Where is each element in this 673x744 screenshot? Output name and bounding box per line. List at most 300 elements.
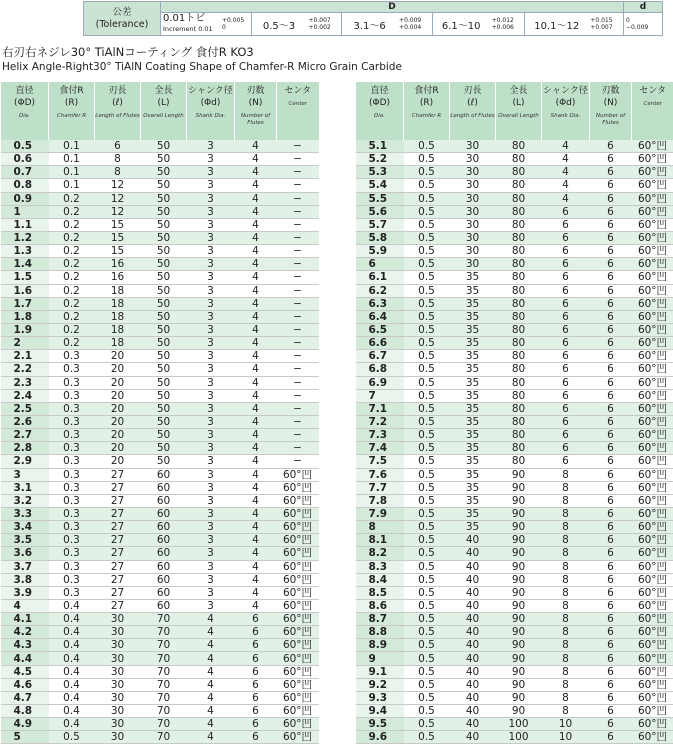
table-row xyxy=(356,337,673,350)
table-cell: 4 xyxy=(235,429,277,442)
table-cell: 8 xyxy=(542,481,590,494)
table-cell: 80 xyxy=(496,271,542,284)
table-cell: 0.3 xyxy=(49,560,95,573)
tolerance-increment-en: Increment 0.01 xyxy=(163,25,213,33)
column-header-en: Number of Flutes xyxy=(235,109,276,127)
table-cell: 6 xyxy=(542,323,590,336)
table-cell: 3.7 xyxy=(1,560,49,573)
column-header-jp-symbol: (R) xyxy=(420,98,433,108)
table-row xyxy=(1,284,319,297)
column-header-jp-label: 直径 xyxy=(15,86,33,96)
column-header xyxy=(95,82,141,140)
table-cell: 60 xyxy=(141,586,187,599)
column-header-jp xyxy=(404,82,449,109)
table-cell: 70 xyxy=(141,718,187,731)
table-cell: 50 xyxy=(141,153,187,166)
table-cell: 0.2 xyxy=(49,218,95,231)
table-cell: 4.9 xyxy=(1,718,49,731)
table-cell: 10 xyxy=(542,718,590,731)
table-cell: 8 xyxy=(542,705,590,718)
table-cell: 60°凹 xyxy=(632,350,673,363)
table-cell: 60°凹 xyxy=(632,323,673,336)
table-row xyxy=(356,481,673,494)
table-cell: 70 xyxy=(141,626,187,639)
table-row xyxy=(1,521,319,534)
table-row xyxy=(1,323,319,336)
table-cell: 3.4 xyxy=(1,521,49,534)
table-cell: 0.2 xyxy=(49,192,95,205)
table-cell: 40 xyxy=(450,718,496,731)
table-cell: 7.2 xyxy=(356,415,404,428)
table-row xyxy=(356,652,673,665)
table-cell: 20 xyxy=(95,350,141,363)
table-cell: 60 xyxy=(141,521,187,534)
table-cell: 18 xyxy=(95,337,141,350)
table-cell: 80 xyxy=(496,297,542,310)
table-cell: − xyxy=(277,258,319,271)
table-row xyxy=(356,153,673,166)
table-cell: 0.5 xyxy=(404,284,450,297)
table-cell: 0.3 xyxy=(49,442,95,455)
table-cell: 80 xyxy=(496,323,542,336)
table-cell: 6 xyxy=(542,455,590,468)
table-cell: 6 xyxy=(590,521,632,534)
table-cell: 6 xyxy=(542,258,590,271)
table-cell: 8 xyxy=(542,652,590,665)
table-cell: 60°凹 xyxy=(277,665,319,678)
table-row xyxy=(1,245,319,258)
table-cell: 4 xyxy=(235,258,277,271)
table-row xyxy=(356,140,673,153)
table-cell: 0.2 xyxy=(49,297,95,310)
column-header-jp-label: 全長 xyxy=(154,86,172,96)
tol-inc-lower: 0 xyxy=(222,24,226,31)
table-row xyxy=(1,297,319,310)
table-cell: 27 xyxy=(95,534,141,547)
table-cell: 35 xyxy=(450,297,496,310)
table-cell: 60°凹 xyxy=(277,731,319,744)
spec-table-right xyxy=(355,82,673,744)
table-row xyxy=(356,415,673,428)
table-cell: 70 xyxy=(141,613,187,626)
table-cell: 4 xyxy=(235,494,277,507)
table-cell: 4 xyxy=(235,245,277,258)
table-row xyxy=(356,507,673,520)
tolerance-d-header: d xyxy=(624,2,663,13)
table-cell: 80 xyxy=(496,363,542,376)
table-cell: 6 xyxy=(542,402,590,415)
table-cell: 60°凹 xyxy=(632,258,673,271)
table-cell: 90 xyxy=(496,626,542,639)
table-row xyxy=(356,363,673,376)
table-cell: 60°凹 xyxy=(277,521,319,534)
table-row xyxy=(1,258,319,271)
table-row xyxy=(1,586,319,599)
table-row xyxy=(1,166,319,179)
table-cell: 0.4 xyxy=(49,705,95,718)
table-cell: 40 xyxy=(450,599,496,612)
table-cell: 6 xyxy=(590,258,632,271)
table-cell: 35 xyxy=(450,415,496,428)
table-cell: 90 xyxy=(496,573,542,586)
table-cell: 0.1 xyxy=(49,140,95,153)
column-header-jp-label: シャンク径 xyxy=(188,86,233,96)
column-header xyxy=(1,82,49,140)
table-row xyxy=(356,442,673,455)
table-cell: 8 xyxy=(542,599,590,612)
range-0-tol xyxy=(307,13,342,36)
table-cell: 90 xyxy=(496,705,542,718)
table-cell: 0.3 xyxy=(49,586,95,599)
table-row xyxy=(1,731,319,744)
table-cell: 6 xyxy=(590,350,632,363)
table-cell: 60°凹 xyxy=(632,415,673,428)
table-cell: 80 xyxy=(496,389,542,402)
table-cell: 60 xyxy=(141,560,187,573)
table-cell: 60°凹 xyxy=(277,599,319,612)
table-cell: − xyxy=(277,179,319,192)
table-cell: 0.5 xyxy=(404,402,450,415)
table-row xyxy=(1,350,319,363)
table-cell: 4 xyxy=(235,297,277,310)
table-cell: 0.5 xyxy=(404,153,450,166)
table-cell: 8 xyxy=(356,521,404,534)
table-cell: 0.3 xyxy=(49,402,95,415)
table-row xyxy=(356,455,673,468)
table-cell: 80 xyxy=(496,205,542,218)
table-cell: 0.2 xyxy=(49,323,95,336)
column-header xyxy=(356,82,404,140)
table-cell: 70 xyxy=(141,678,187,691)
table-cell: 80 xyxy=(496,192,542,205)
table-cell: − xyxy=(277,442,319,455)
table-cell: 0.2 xyxy=(49,231,95,244)
table-cell: 6 xyxy=(590,415,632,428)
table-cell: 60°凹 xyxy=(632,310,673,323)
table-cell: 0.4 xyxy=(49,665,95,678)
table-cell: − xyxy=(277,231,319,244)
table-cell: 90 xyxy=(496,586,542,599)
table-cell: 90 xyxy=(496,468,542,481)
table-cell: 3.6 xyxy=(1,547,49,560)
table-cell: 60°凹 xyxy=(632,337,673,350)
table-row xyxy=(356,284,673,297)
table-cell: 4 xyxy=(187,691,235,704)
product-title: 右刃右ネジレ30° TiAlNコーティング 食付R KO3 xyxy=(2,44,254,60)
table-cell: 35 xyxy=(450,363,496,376)
table-cell: 7 xyxy=(356,389,404,402)
table-cell: 4 xyxy=(235,415,277,428)
table-cell: 6.8 xyxy=(356,363,404,376)
table-cell: 50 xyxy=(141,284,187,297)
table-cell: 15 xyxy=(95,218,141,231)
table-cell: 60°凹 xyxy=(277,534,319,547)
table-cell: 5.9 xyxy=(356,245,404,258)
table-cell: 7.6 xyxy=(356,468,404,481)
column-header-en: Chamfer R xyxy=(49,109,94,120)
table-cell: 8 xyxy=(542,678,590,691)
table-row xyxy=(356,376,673,389)
tolerance-increment xyxy=(161,13,221,36)
table-row xyxy=(1,218,319,231)
table-row xyxy=(356,639,673,652)
table-cell: 60 xyxy=(141,534,187,547)
table-cell: 6 xyxy=(542,350,590,363)
table-cell: 9 xyxy=(356,652,404,665)
table-cell: 6.7 xyxy=(356,350,404,363)
table-row xyxy=(1,179,319,192)
column-header-jp xyxy=(95,82,140,109)
table-cell: 0.5 xyxy=(404,337,450,350)
table-cell: 6 xyxy=(542,429,590,442)
range-1-tol xyxy=(397,13,432,36)
table-cell: 35 xyxy=(450,337,496,350)
table-cell: 4.1 xyxy=(1,613,49,626)
column-header-jp-symbol: (R) xyxy=(65,98,78,108)
table-cell: 6 xyxy=(590,626,632,639)
table-cell: 30 xyxy=(450,258,496,271)
table-cell: 0.5 xyxy=(404,547,450,560)
table-cell: 6 xyxy=(542,337,590,350)
table-cell: 6 xyxy=(590,534,632,547)
table-cell: 4.7 xyxy=(1,691,49,704)
table-cell: 27 xyxy=(95,468,141,481)
table-cell: 0.2 xyxy=(49,205,95,218)
column-header xyxy=(235,82,277,140)
table-cell: 15 xyxy=(95,245,141,258)
table-cell: 6 xyxy=(590,494,632,507)
table-cell: 8 xyxy=(542,613,590,626)
column-header-en: Length of Flutes xyxy=(450,109,495,120)
table-cell: 60°凹 xyxy=(632,376,673,389)
column-header-jp-label: 刃数 xyxy=(246,86,264,96)
table-row xyxy=(356,547,673,560)
table-cell: 60°凹 xyxy=(277,507,319,520)
table-cell: 60°凹 xyxy=(632,179,673,192)
table-cell: 2.3 xyxy=(1,376,49,389)
column-header xyxy=(141,82,187,140)
table-cell: 8 xyxy=(542,507,590,520)
table-cell: − xyxy=(277,218,319,231)
table-cell: 0.3 xyxy=(49,547,95,560)
table-cell: 3 xyxy=(187,521,235,534)
table-cell: 3 xyxy=(187,297,235,310)
table-cell: 60°凹 xyxy=(632,599,673,612)
table-cell: 80 xyxy=(496,376,542,389)
table-cell: 3 xyxy=(187,507,235,520)
table-cell: 70 xyxy=(141,652,187,665)
table-cell: 6 xyxy=(590,166,632,179)
table-cell: 35 xyxy=(450,323,496,336)
table-cell: 8.2 xyxy=(356,547,404,560)
table-cell: 35 xyxy=(450,507,496,520)
table-cell: − xyxy=(277,140,319,153)
table-row xyxy=(356,586,673,599)
table-cell: 1.3 xyxy=(1,245,49,258)
table-cell: 3.3 xyxy=(1,507,49,520)
column-header-jp-symbol: (Φd) xyxy=(556,98,576,108)
table-cell: 4 xyxy=(235,560,277,573)
column-header-jp-label: 全長 xyxy=(509,86,527,96)
table-cell: 4.4 xyxy=(1,652,49,665)
table-row xyxy=(1,429,319,442)
table-cell: 50 xyxy=(141,271,187,284)
table-cell: 6 xyxy=(590,245,632,258)
table-cell: 3 xyxy=(187,573,235,586)
table-cell: 6.9 xyxy=(356,376,404,389)
table-cell: 50 xyxy=(141,192,187,205)
table-cell: 8 xyxy=(542,665,590,678)
table-cell: 20 xyxy=(95,429,141,442)
range-3-tol-lower: +0.007 xyxy=(590,24,612,31)
column-header xyxy=(450,82,496,140)
table-cell: 80 xyxy=(496,402,542,415)
table-cell: 35 xyxy=(450,468,496,481)
table-cell: 6 xyxy=(590,140,632,153)
table-cell: 0.1 xyxy=(49,153,95,166)
table-cell: 3.9 xyxy=(1,586,49,599)
table-cell: 4 xyxy=(187,626,235,639)
table-cell: 80 xyxy=(496,140,542,153)
table-row xyxy=(1,652,319,665)
tolerance-label xyxy=(84,2,161,36)
table-cell: 3 xyxy=(187,218,235,231)
table-cell: 90 xyxy=(496,665,542,678)
table-cell: 80 xyxy=(496,231,542,244)
table-cell: 27 xyxy=(95,494,141,507)
table-row xyxy=(1,678,319,691)
table-cell: 50 xyxy=(141,310,187,323)
table-cell: 3 xyxy=(187,402,235,415)
table-cell: 9.6 xyxy=(356,731,404,744)
tolerance-label-en: (Tolerance) xyxy=(96,19,149,30)
table-cell: 6 xyxy=(590,573,632,586)
table-cell: 3.2 xyxy=(1,494,49,507)
table-cell: 2.8 xyxy=(1,442,49,455)
table-row xyxy=(356,521,673,534)
table-cell: 8.3 xyxy=(356,560,404,573)
table-cell: 5.5 xyxy=(356,192,404,205)
table-cell: 60°凹 xyxy=(632,140,673,153)
column-header-en: Center xyxy=(632,97,673,108)
table-cell: 80 xyxy=(496,337,542,350)
column-header-jp xyxy=(235,82,276,109)
column-header-jp-label: 刃長 xyxy=(108,86,126,96)
table-row xyxy=(1,705,319,718)
column-header xyxy=(590,82,632,140)
table-cell: 0.5 xyxy=(404,613,450,626)
table-cell: 4 xyxy=(542,166,590,179)
table-cell: 60°凹 xyxy=(632,192,673,205)
table-cell: 8 xyxy=(95,166,141,179)
table-cell: 6 xyxy=(590,586,632,599)
table-cell: 60°凹 xyxy=(632,626,673,639)
table-cell: 0.5 xyxy=(404,718,450,731)
table-cell: 90 xyxy=(496,652,542,665)
table-cell: 3.1 xyxy=(1,481,49,494)
table-cell: 6 xyxy=(590,153,632,166)
table-cell: 15 xyxy=(95,231,141,244)
table-cell: 8.5 xyxy=(356,586,404,599)
range-0: 0.5～3 xyxy=(251,13,306,36)
table-row xyxy=(1,665,319,678)
table-cell: 8.6 xyxy=(356,599,404,612)
tol-inc-upper: +0.005 xyxy=(222,17,244,24)
table-cell: 27 xyxy=(95,573,141,586)
table-cell: 8.7 xyxy=(356,613,404,626)
table-row xyxy=(1,442,319,455)
table-cell: 7.5 xyxy=(356,455,404,468)
table-cell: 40 xyxy=(450,678,496,691)
table-cell: 6 xyxy=(590,402,632,415)
table-cell: 1 xyxy=(1,205,49,218)
table-cell: 50 xyxy=(141,140,187,153)
table-cell: 20 xyxy=(95,455,141,468)
table-row xyxy=(1,376,319,389)
column-header-en: Center xyxy=(277,97,319,108)
table-cell: 30 xyxy=(450,192,496,205)
table-cell: 9.5 xyxy=(356,718,404,731)
table-cell: 6 xyxy=(542,297,590,310)
table-cell: 8 xyxy=(542,468,590,481)
table-row xyxy=(356,705,673,718)
table-cell: 6 xyxy=(542,376,590,389)
column-header-jp-label: 食付R xyxy=(414,86,438,96)
table-cell: 0.5 xyxy=(49,731,95,744)
table-cell: 3 xyxy=(187,153,235,166)
table-cell: 12 xyxy=(95,192,141,205)
table-cell: 18 xyxy=(95,323,141,336)
table-cell: 40 xyxy=(450,652,496,665)
table-row xyxy=(1,192,319,205)
table-cell: 4 xyxy=(235,337,277,350)
table-cell: 0.3 xyxy=(49,507,95,520)
table-cell: 0.2 xyxy=(49,258,95,271)
table-row xyxy=(1,389,319,402)
table-cell: 35 xyxy=(450,455,496,468)
table-cell: 0.4 xyxy=(49,599,95,612)
table-cell: 70 xyxy=(141,665,187,678)
table-cell: 4 xyxy=(235,363,277,376)
table-cell: 60°凹 xyxy=(632,442,673,455)
table-cell: − xyxy=(277,415,319,428)
table-cell: 5.2 xyxy=(356,153,404,166)
table-cell: 4 xyxy=(187,639,235,652)
column-header-en: Overall Length xyxy=(141,109,186,120)
table-cell: 6 xyxy=(590,376,632,389)
table-cell: 3 xyxy=(187,179,235,192)
table-cell: 0.9 xyxy=(1,192,49,205)
table-cell: 6 xyxy=(590,323,632,336)
table-cell: 20 xyxy=(95,415,141,428)
table-cell: 60°凹 xyxy=(277,626,319,639)
table-cell: 60°凹 xyxy=(277,468,319,481)
table-cell: 0.4 xyxy=(49,639,95,652)
table-cell: 60°凹 xyxy=(277,705,319,718)
table-cell: 4 xyxy=(235,402,277,415)
table-cell: 0.3 xyxy=(49,534,95,547)
table-cell: 4 xyxy=(235,284,277,297)
table-cell: 27 xyxy=(95,560,141,573)
d-tol xyxy=(624,13,663,36)
table-cell: 0.5 xyxy=(404,665,450,678)
table-cell: 6 xyxy=(590,691,632,704)
table-cell: 60°凹 xyxy=(632,521,673,534)
table-cell: 6 xyxy=(590,297,632,310)
column-header xyxy=(49,82,95,140)
table-cell: 50 xyxy=(141,363,187,376)
table-cell: 7.4 xyxy=(356,442,404,455)
